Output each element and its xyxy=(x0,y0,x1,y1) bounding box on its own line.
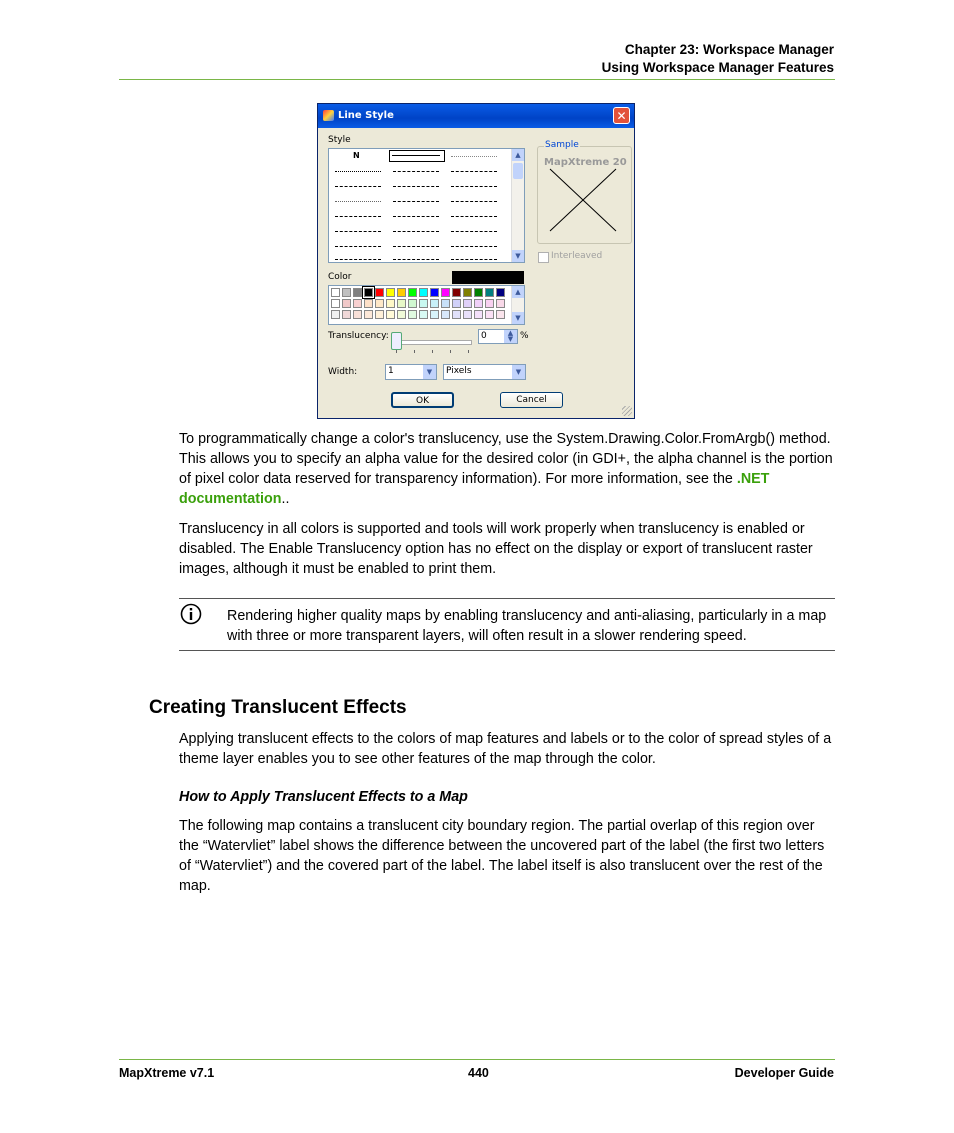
color-swatch[interactable] xyxy=(419,299,428,308)
color-swatch[interactable] xyxy=(441,310,450,319)
color-swatch[interactable] xyxy=(408,288,417,297)
color-swatch[interactable] xyxy=(331,288,340,297)
note-text: Rendering higher quality maps by enabling translucency and anti-aliasing, particularly in a map with three or more transparent layers, will often result in a slower rendering speed. xyxy=(227,608,827,644)
sample-box xyxy=(537,140,632,244)
cancel-button[interactable]: Cancel xyxy=(500,392,563,408)
color-swatch[interactable] xyxy=(397,288,406,297)
color-swatch[interactable] xyxy=(342,288,351,297)
color-swatch[interactable] xyxy=(386,310,395,319)
width-value: 1 xyxy=(388,366,394,376)
dialog-title: Line Style xyxy=(338,110,394,121)
color-swatch[interactable] xyxy=(441,288,450,297)
paragraph-translucency-api xyxy=(179,429,835,509)
style-item-none[interactable]: N xyxy=(353,151,360,160)
chevron-down-icon[interactable]: ▼ xyxy=(512,365,525,379)
unit-value: Pixels xyxy=(446,366,472,376)
color-swatch[interactable] xyxy=(397,299,406,308)
color-swatch[interactable] xyxy=(430,288,439,297)
color-swatch[interactable] xyxy=(463,299,472,308)
section-title: Using Workspace Manager Features xyxy=(601,60,834,75)
slider-tick xyxy=(468,350,469,353)
chapter-title: Chapter 23: Workspace Manager xyxy=(624,42,834,57)
info-circle-icon xyxy=(180,603,202,625)
header-rule xyxy=(119,79,835,80)
scroll-up-icon[interactable]: ▲ xyxy=(512,286,524,298)
line-style-dialog xyxy=(317,103,635,419)
color-swatch[interactable] xyxy=(452,310,461,319)
paragraph-translucent-effects: Applying translucent effects to the colors of map features and labels or to the color of spread styles of a theme layer enables you to see other features of the map through the color. xyxy=(179,731,832,767)
slider-tick xyxy=(396,350,397,353)
color-swatch[interactable] xyxy=(485,310,494,319)
style-scrollbar[interactable] xyxy=(511,149,524,262)
page-number: 440 xyxy=(468,1066,489,1080)
slider-tick xyxy=(414,350,415,353)
line-style-icon xyxy=(323,110,334,121)
color-swatch[interactable] xyxy=(419,288,428,297)
palette-scrollbar[interactable] xyxy=(511,286,524,324)
color-swatch[interactable] xyxy=(397,310,406,319)
spinner-icon[interactable]: ▲ ▼ xyxy=(504,330,517,343)
style-list[interactable] xyxy=(328,148,525,263)
scroll-down-icon[interactable]: ▼ xyxy=(512,312,524,324)
color-swatch[interactable] xyxy=(331,299,340,308)
color-swatch[interactable] xyxy=(452,299,461,308)
scroll-up-icon[interactable]: ▲ xyxy=(512,149,524,161)
color-swatch[interactable] xyxy=(342,299,351,308)
color-swatch[interactable] xyxy=(441,299,450,308)
color-swatch[interactable] xyxy=(375,310,384,319)
percent-label: % xyxy=(520,331,529,341)
sample-text: MapXtreme 20 xyxy=(544,157,627,168)
color-swatch[interactable] xyxy=(474,299,483,308)
ok-button[interactable]: OK xyxy=(391,392,454,408)
chevron-down-icon[interactable]: ▼ xyxy=(423,365,436,379)
procedure-heading: How to Apply Translucent Effects to a Map xyxy=(179,789,468,805)
color-swatch[interactable] xyxy=(331,310,340,319)
color-swatch[interactable] xyxy=(430,310,439,319)
paragraph-text: To programmatically change a color's translucency, use the System.Drawing.Color.FromArgb() method. This allows you to specify an alpha value for the desired color (in GDI+, the alpha channel is the portion of pixel color data reserved for transparency information). For more information, see the xyxy=(179,431,833,487)
resize-grip[interactable] xyxy=(622,406,632,416)
unit-select[interactable] xyxy=(443,364,526,380)
color-swatch[interactable] xyxy=(430,299,439,308)
sample-label: Sample xyxy=(545,140,579,150)
color-swatch[interactable] xyxy=(386,299,395,308)
slider-tick xyxy=(450,350,451,353)
style-item-selected[interactable] xyxy=(389,150,445,162)
paragraph-text-end: .. xyxy=(281,491,290,507)
selected-color-preview xyxy=(452,271,524,284)
color-swatch[interactable] xyxy=(364,288,373,297)
color-swatch[interactable] xyxy=(496,299,505,308)
scroll-thumb[interactable] xyxy=(513,163,523,179)
color-swatch[interactable] xyxy=(408,310,417,319)
color-swatch[interactable] xyxy=(342,310,351,319)
color-swatch[interactable] xyxy=(353,310,362,319)
color-swatch[interactable] xyxy=(496,288,505,297)
translucency-slider-track[interactable] xyxy=(394,340,472,345)
color-swatch[interactable] xyxy=(463,288,472,297)
section-heading: Creating Translucent Effects xyxy=(149,697,407,718)
style-label: Style xyxy=(328,135,351,145)
slider-tick xyxy=(432,350,433,353)
color-swatch[interactable] xyxy=(353,299,362,308)
color-swatch[interactable] xyxy=(496,310,505,319)
paragraph-map-example: The following map contains a translucent city boundary region. The partial overlap of this region over the “Watervliet” label shows the difference between the uncovered part of the label (the first two letters of “Watervliet”) and the covered part of the label. The label itself is also translucent over the rest of the map. xyxy=(179,818,825,894)
color-swatch[interactable] xyxy=(375,299,384,308)
color-swatch[interactable] xyxy=(408,299,417,308)
footer-guide: Developer Guide xyxy=(734,1066,834,1080)
width-select[interactable] xyxy=(385,364,437,380)
color-swatch[interactable] xyxy=(474,288,483,297)
color-swatch[interactable] xyxy=(474,310,483,319)
dialog-titlebar xyxy=(318,104,634,128)
close-icon[interactable]: ✕ xyxy=(613,107,630,124)
color-palette[interactable] xyxy=(328,285,525,325)
width-label: Width: xyxy=(328,367,358,377)
sample-preview xyxy=(538,147,631,243)
footer-product: MapXtreme v7.1 xyxy=(119,1066,215,1080)
paragraph-translucency-support: Translucency in all colors is supported and tools will work properly when translucency is enabled or disabled. The Enable Translucency option has no effect on the display or export of translucent raster images, although it must be enabled to print them. xyxy=(179,521,813,577)
color-label: Color xyxy=(328,272,352,282)
color-swatch[interactable] xyxy=(463,310,472,319)
color-swatch[interactable] xyxy=(452,288,461,297)
translucency-slider[interactable] xyxy=(391,332,402,350)
interleaved-label: Interleaved xyxy=(551,251,603,261)
interleaved-checkbox[interactable] xyxy=(538,252,549,263)
color-swatch[interactable] xyxy=(485,288,494,297)
color-swatch[interactable] xyxy=(485,299,494,308)
color-swatch[interactable] xyxy=(364,299,373,308)
color-swatch[interactable] xyxy=(364,310,373,319)
translucency-value: 0 xyxy=(481,331,487,341)
translucency-label: Translucency: xyxy=(328,331,389,341)
note-top-rule xyxy=(179,598,835,599)
translucency-input[interactable] xyxy=(478,329,518,344)
color-swatch[interactable] xyxy=(353,288,362,297)
note-bottom-rule xyxy=(179,650,835,651)
color-swatch[interactable] xyxy=(375,288,384,297)
scroll-down-icon[interactable]: ▼ xyxy=(512,250,524,262)
color-swatch[interactable] xyxy=(419,310,428,319)
net-documentation-link[interactable]: .NET documentation xyxy=(179,471,770,507)
color-swatch[interactable] xyxy=(386,288,395,297)
footer-rule xyxy=(119,1059,835,1060)
